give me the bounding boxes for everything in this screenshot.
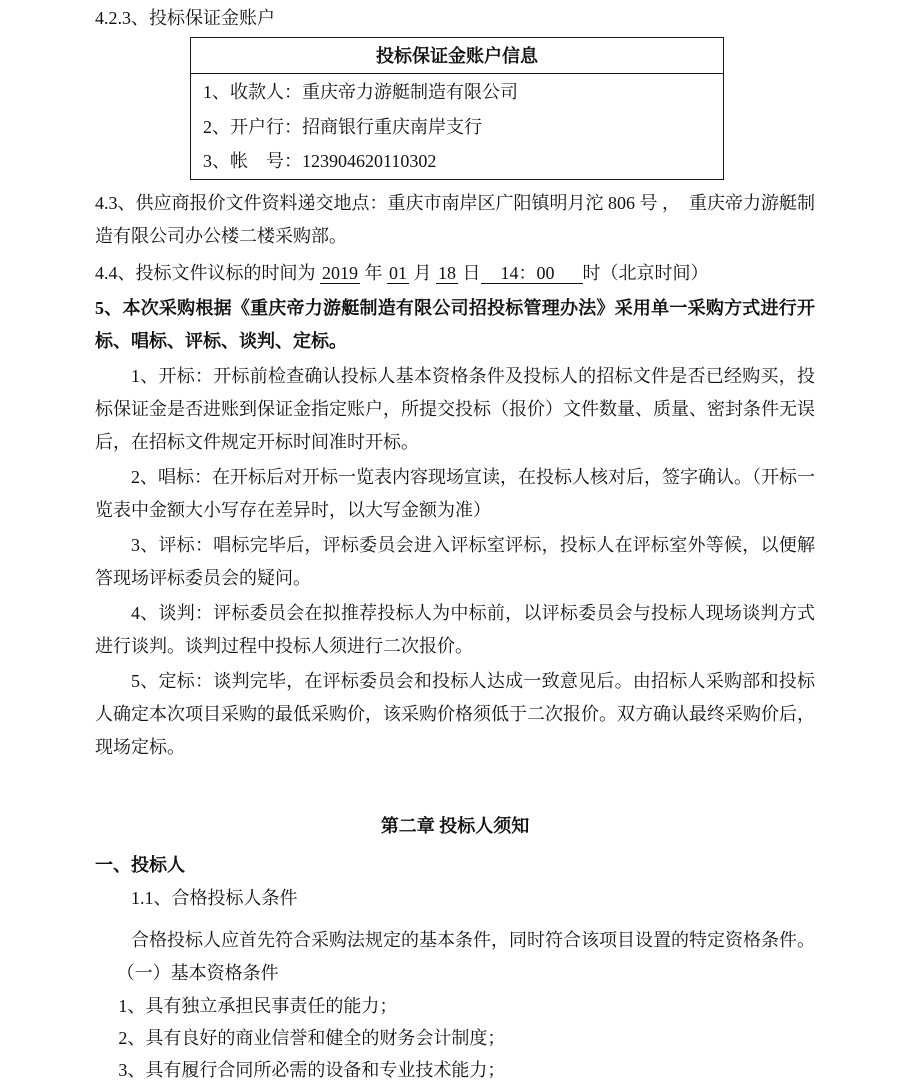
para-announce-bid: 2、唱标：在开标后对开标一览表内容现场宣读，在投标人核对后，签字确认。（开标一览表中金额大小写存在差异时，以大写金额为准） [95,466,815,520]
day-unit: 日 [462,262,481,283]
para-open-bid: 1、开标：开标前检查确认投标人基本资格条件及投标人的招标文件是否已经购买，投标保证金是否进账到保证金指定账户，所提交投标（报价）文件数量、质量、密封条件无误后，在招标文件规定开标时间准时开标。 [95,365,815,452]
deposit-table-row-payee: 1、收款人：重庆帝力游艇制造有限公司 [203,82,518,102]
basic-conditions-heading: （一）基本资格条件 [116,962,279,983]
para-5-procurement-method: 5、本次采购根据《重庆帝力游艇制造有限公司招投标管理办法》采用单一采购方式进行开标、唱标、评标、谈判、定标。 [95,297,815,351]
para-qualified-bidder: 合格投标人应首先符合采购法规定的基本条件，同时符合该项目设置的特定资格条件。 [131,929,815,950]
deposit-table-body [191,74,723,179]
para-negotiate: 4、谈判：评标委员会在拟推荐投标人为中标前，以评标委员会与投标人现场谈判方式进行谈判。谈判过程中投标人须进行二次报价。 [95,602,815,656]
para-finalize-bid: 5、定标：谈判完毕，在评标委员会和投标人达成一致意见后。由招标人采购部和投标人确定本次项目采购的最低采购价，该采购价格须低于二次报价。双方确认最终采购价后，现场定标。 [95,670,815,757]
field-year: 2019 [322,262,358,283]
field-month: 01 [389,262,407,283]
para-4-3-delivery-address: 4.3、供应商报价文件资料递交地点：重庆市南岸区广阳镇明月沱 806 号 ， 重庆帝力游艇制造有限公司办公楼二楼采购部。 [95,192,815,246]
bid-time-prefix: 4.4、投标文件议标的时间为 [95,262,316,283]
basic-condition-item-1: 1、具有独立承担民事责任的能力； [118,995,398,1016]
chapter-2-title: 第二章 投标人须知 [380,815,530,836]
deposit-table-title: 投标保证金账户信息 [191,38,723,74]
basic-condition-item-3: 3、具有履行合同所必需的设备和专业技术能力； [118,1059,506,1080]
para-4-4-bid-time [95,257,815,290]
basic-condition-item-2: 2、具有良好的商业信誉和健全的财务会计制度； [118,1027,506,1048]
section-1-bidder-heading: 一、投标人 [95,854,185,875]
section-1-1-heading: 1.1、合格投标人条件 [131,887,298,908]
section-4-2-3-heading: 4.2.3、投标保证金账户 [95,8,275,28]
bid-time-suffix: 时（北京时间） [582,262,709,283]
month-unit: 月 [413,262,432,283]
para-evaluate-bid: 3、评标：唱标完毕后，评标委员会进入评标室评标，投标人在评标室外等候，以便解答现场评标委员会的疑问。 [95,534,815,588]
deposit-table-row-bank: 2、开户行：招商银行重庆南岸支行 [203,116,482,137]
field-day: 18 [438,262,456,283]
year-unit: 年 [364,262,383,283]
deposit-table-row-account-number: 3、帐 号：123904620110302 [203,151,437,172]
field-time: 14：00 [481,263,583,284]
deposit-account-table [190,37,724,180]
